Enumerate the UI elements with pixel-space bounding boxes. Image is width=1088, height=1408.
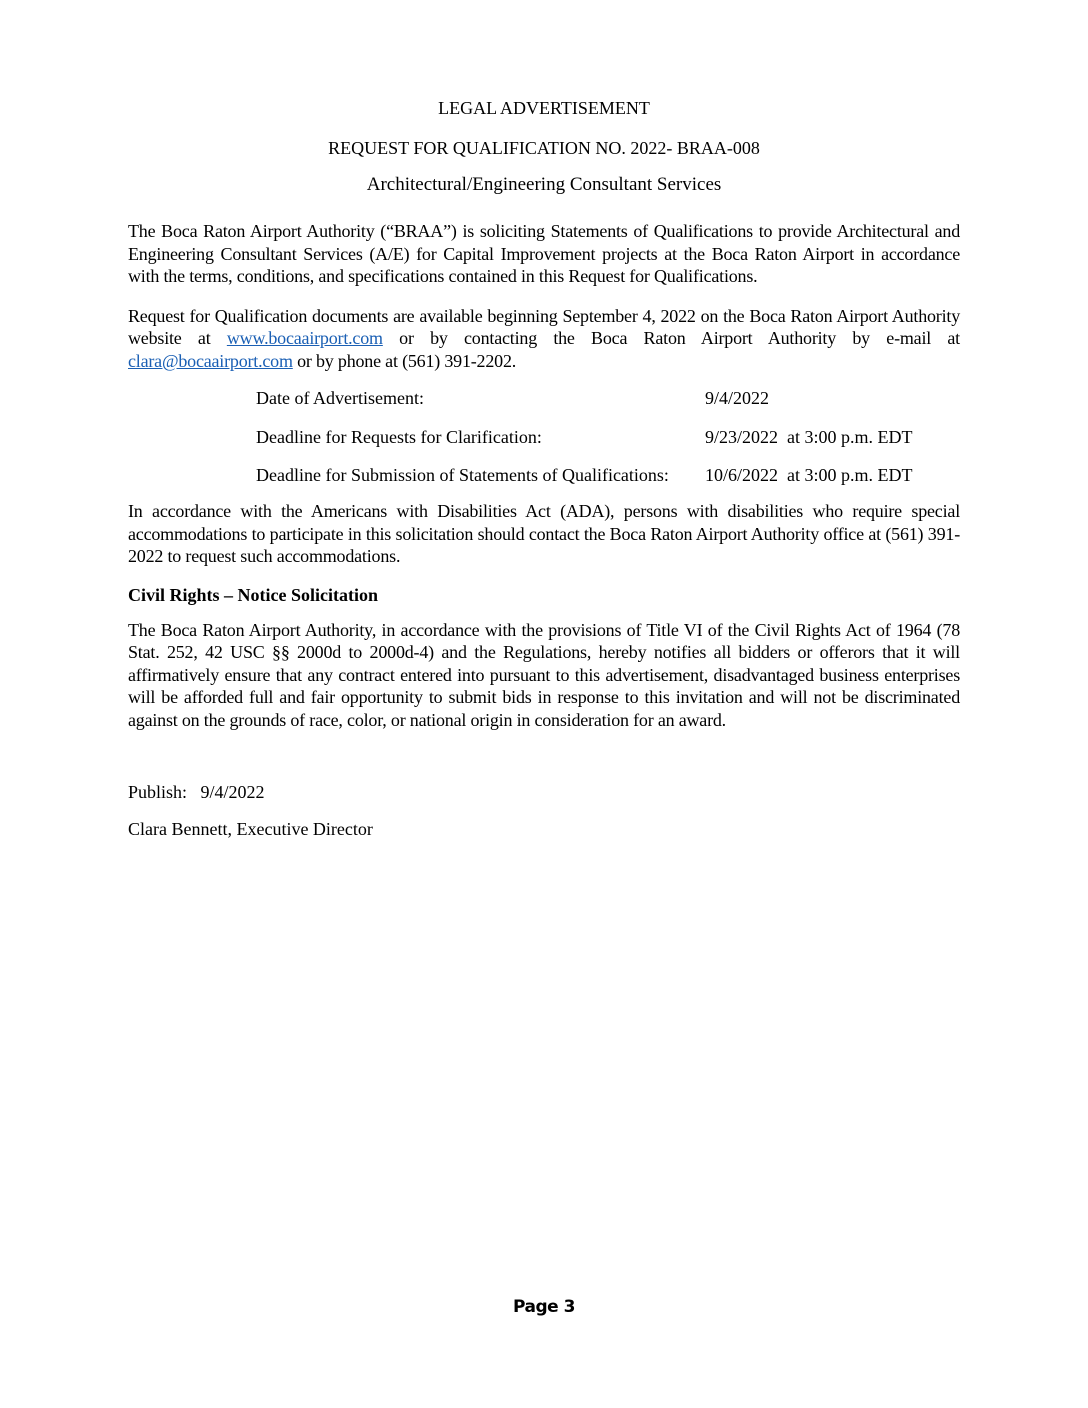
availability-text-start: Request for Qualification documents are available beginning September 4, 2022 on the Boca Raton Airport Authority website at xyxy=(128,305,960,348)
availability-text-end: or by phone at (561) 391-2202. xyxy=(292,350,517,371)
page-number: Page 3 xyxy=(513,1297,575,1317)
civil-rights-paragraph: The Boca Raton Airport Authority, in accordance with the provisions of Title VI of the Civil Rights Act of 1964 (78 Stat. 252, 42 USC §§ 2000d to 2000d-4) and the Regulations, hereby notifies all bidders or offerors that it will affirmatively ensure that any contract entered into pursuant to this advertisement, disadvantaged business enterprises will be afforded full and fair opportunity to submit bids in response to this invitation and will not be discriminated against on the grounds of race, color, or national origin in consideration for an award. xyxy=(128,619,960,730)
date-label: Deadline for Requests for Clarification: xyxy=(256,426,542,447)
key-dates xyxy=(256,387,1016,486)
date-value: 10/6/2022 at 3:00 p.m. EDT xyxy=(705,465,913,485)
publish-date: 9/4/2022 xyxy=(200,782,265,802)
date-label: Deadline for Submission of Statements of Qualifications: xyxy=(256,465,669,485)
website-link[interactable]: www.bocaairport.com xyxy=(226,328,383,348)
document-title: LEGAL ADVERTISEMENT xyxy=(438,98,650,118)
availability-text-middle: or by contacting the Boca Raton Airport Authority by e-mail at xyxy=(382,328,960,348)
ada-paragraph: In accordance with the Americans with Disabilities Act (ADA), persons with disabilities who require special accommodations to participate in this solicitation should contact the Boca Raton Airport Authority office at (561) 391-2022 to request such accommodations. xyxy=(128,501,960,566)
document-subtitle: Architectural/Engineering Consultant Services xyxy=(366,174,722,195)
date-value: 9/23/2022 at 3:00 p.m. EDT xyxy=(705,426,913,447)
publish-line xyxy=(128,781,1088,803)
date-row-clarification xyxy=(256,426,1016,448)
civil-rights-heading: Civil Rights – Notice Solicitation xyxy=(128,584,378,605)
date-value: 9/4/2022 xyxy=(705,388,770,408)
email-link[interactable]: clara@bocaairport.com xyxy=(128,350,293,371)
date-row-advertisement xyxy=(256,387,1016,409)
rfq-number: REQUEST FOR QUALIFICATION NO. 2022- BRAA-008 xyxy=(328,138,760,158)
date-row-submission xyxy=(256,464,1016,486)
intro-paragraph: The Boca Raton Airport Authority (“BRAA”) is soliciting Statements of Qualifications to provide Architectural and Engineering Consultant Services (A/E) for Capital Improvement projects at the Boca Raton Airport in accordance with the terms, conditions, and specifications contained in this Request for Qualifications. xyxy=(128,221,960,286)
availability-paragraph xyxy=(128,305,960,373)
date-label: Date of Advertisement: xyxy=(256,388,424,408)
publish-label: Publish: xyxy=(128,782,188,802)
signer-name: Clara Bennett, Executive Director xyxy=(128,819,373,839)
